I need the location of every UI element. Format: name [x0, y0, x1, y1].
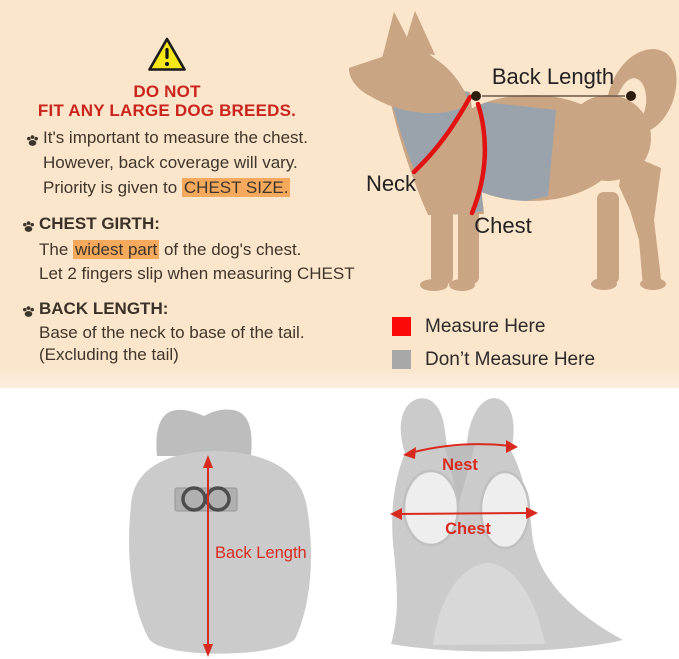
legend-row-measure — [392, 317, 595, 336]
chest-girth-line-1-prefix: The — [39, 240, 74, 259]
dog-chest-label: Chest — [474, 213, 532, 238]
paw-icon — [22, 216, 35, 240]
widest-part-highlight: widest part — [75, 240, 158, 259]
paw-icon — [22, 302, 35, 324]
intro-line-2: However, back coverage will vary. — [43, 153, 298, 172]
warning-block — [17, 36, 317, 120]
measure-here-swatch — [392, 317, 411, 336]
back-length-line-2: (Excluding the tail) — [39, 345, 179, 364]
measure-here-label: Measure Here — [425, 315, 546, 337]
chest-girth-line-2: Let 2 fingers slip when measuring CHEST — [39, 264, 355, 283]
chest-size-highlight: CHEST SIZE. — [183, 178, 289, 197]
dont-measure-here-swatch — [392, 350, 411, 369]
dog-head-overlay — [349, 11, 470, 113]
warning-title — [17, 82, 317, 120]
chest-girth-line-1 — [39, 238, 355, 262]
intro-paragraph — [43, 125, 308, 200]
garment-back-length-label: Back Length — [215, 544, 307, 562]
vest-collar — [156, 409, 251, 456]
garment-neck-label: Nest — [442, 456, 478, 474]
paw-icon — [26, 129, 39, 154]
chest-girth-section — [39, 212, 355, 286]
warning-line-1: DO NOT — [133, 82, 201, 101]
warning-triangle-icon — [147, 36, 187, 73]
dog-back-length-label: Back Length — [491, 64, 615, 89]
dog-neck-label: Neck — [365, 171, 417, 196]
dog-measurement-diagram — [348, 2, 679, 300]
intro-line-3-text: Priority is given to — [43, 178, 182, 197]
back-length-section — [39, 298, 305, 366]
warning-line-2: FIT ANY LARGE DOG BREEDS. — [37, 101, 297, 120]
chest-girth-line-1-suffix: of the dog's chest. — [159, 240, 302, 259]
intro-line-3 — [43, 175, 308, 200]
legend — [392, 317, 595, 383]
garment-front-view — [383, 393, 638, 659]
back-length-heading: BACK LENGTH: — [39, 299, 169, 318]
garment-back-view — [103, 398, 328, 659]
chest-girth-heading: CHEST GIRTH: — [39, 214, 160, 233]
dont-measure-here-label: Don’t Measure Here — [425, 348, 596, 370]
intro-line-1: It's important to measure the chest. — [43, 128, 308, 147]
back-length-line-1: Base of the neck to base of the tail. — [39, 323, 305, 342]
legend-row-dont-measure — [392, 350, 595, 369]
garment-chest-label: Chest — [445, 520, 491, 538]
